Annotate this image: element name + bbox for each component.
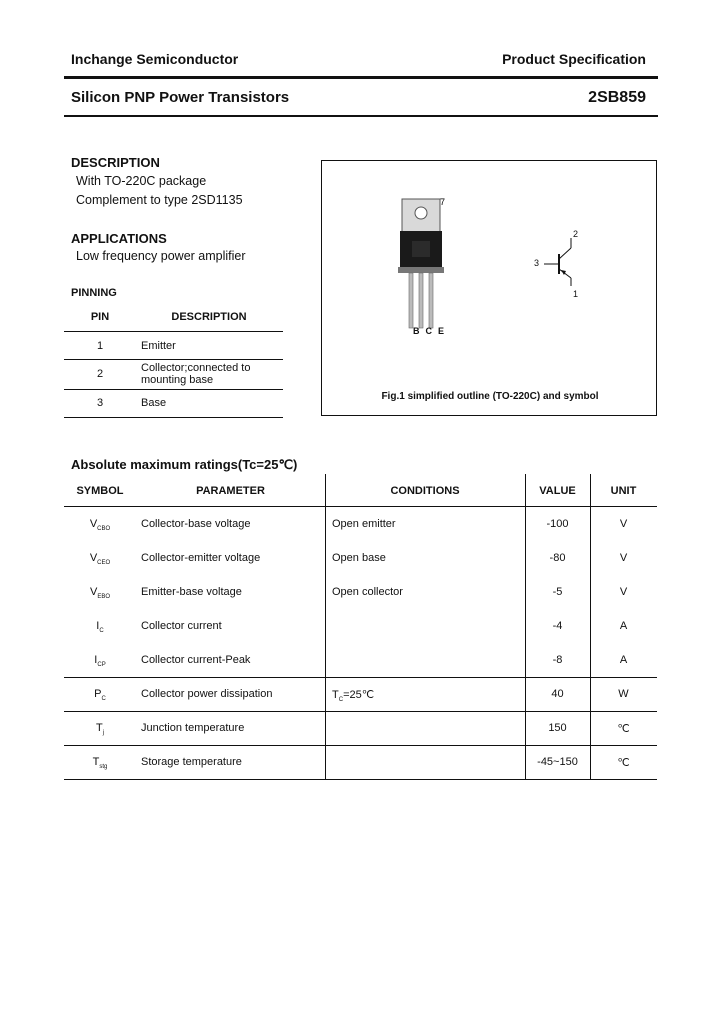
rating-value: -5 [552,586,563,598]
rating-symbol: $V_{CBO}$ [89,518,111,533]
pin-description: Collector;connected to mounting base [141,362,251,386]
rating-symbol: $V_{EBO}$ [89,586,110,601]
pin-description: Base [141,397,167,409]
rating-symbol: $I_{CP}$ [94,654,106,669]
rating-value: -45~150 [537,756,578,768]
applications-item: Low frequency power amplifier [76,249,246,263]
part-number: 2SB859 [588,89,646,106]
unit-col-header: UNIT [610,485,637,497]
doc-type: Product Specification [502,51,646,67]
rating-value: -4 [552,620,563,632]
lead-labels: BCE [413,326,451,336]
pin-number: 3 [96,397,104,409]
svg-text:7: 7 [440,197,446,207]
pin-table-rule [64,331,283,332]
rating-unit: V [619,552,628,564]
rating-symbol: $V_{CEO}$ [89,552,111,567]
table-column-rule [325,474,326,780]
rating-condition: Open collector [332,586,403,598]
rating-unit: V [619,518,628,530]
rating-parameter: Junction temperature [141,722,245,734]
rating-unit: A [619,620,628,632]
rating-value: 40 [551,688,564,700]
pin-col-header: PIN [90,311,110,323]
figure-caption: Fig.1 simplified outline (TO-220C) and symbol [381,391,599,402]
header-rule [64,76,658,79]
rating-unit: V [619,586,628,598]
ratings-title: Absolute maximum ratings(Tc=25℃) [71,457,298,472]
rating-unit: ℃ [617,723,630,735]
table-row-rule [64,677,657,678]
rating-condition: Open base [332,552,386,564]
description-item: With TO-220C package [76,174,207,188]
description-item: Complement to type 2SD1135 [76,193,243,207]
rating-value: 150 [548,722,567,734]
rating-parameter: Storage temperature [141,756,242,768]
table-header-rule [64,506,657,507]
rating-parameter: Collector power dissipation [141,688,273,700]
symbol-pin-collector: 2 [573,229,579,239]
pin-description: Emitter [141,340,176,352]
rating-unit: ℃ [617,757,630,769]
pin-number: 2 [96,368,104,380]
table-row-rule [64,711,657,712]
symbol-pin-base: 3 [534,258,540,268]
rating-value: -80 [549,552,566,564]
description-title: DESCRIPTION [71,155,160,170]
rating-parameter: Emitter-base voltage [141,586,242,598]
figure-box [321,160,657,416]
rating-parameter: Collector current-Peak [141,654,251,666]
symbol-col-header: SYMBOL [76,485,124,497]
parameter-col-header: PARAMETER [196,485,265,497]
symbol-pin-emitter: 1 [573,289,579,299]
conditions-col-header: CONDITIONS [390,485,460,497]
rating-parameter: Collector current [141,620,222,632]
rating-parameter: Collector-base voltage [141,518,251,530]
company-name: Inchange Semiconductor [71,51,239,67]
pin-desc-col-header: DESCRIPTION [171,311,247,323]
table-row-rule [64,745,657,746]
product-family: Silicon PNP Power Transistors [71,89,290,106]
rating-symbol: $P_C$ [94,688,106,703]
rating-condition: Open emitter [332,518,396,530]
applications-title: APPLICATIONS [71,231,167,246]
rating-value: -100 [546,518,569,530]
pin-table-rule [64,359,283,360]
rating-condition: $T_C=25℃$ [332,689,375,704]
rating-parameter: Collector-emitter voltage [141,552,261,564]
rating-unit: A [619,654,628,666]
rating-value: -8 [552,654,563,666]
pinning-title: PINNING [71,287,117,299]
title-rule [64,115,658,117]
rating-symbol: $T_{stg}$ [92,756,108,771]
pin-table-rule [64,417,283,418]
pin-number: 1 [96,340,104,352]
value-col-header: VALUE [539,485,576,497]
rating-symbol: $T_j$ [95,722,105,737]
pin-table-rule [64,389,283,390]
rating-symbol: $I_C$ [96,620,104,635]
rating-unit: W [618,688,629,700]
table-bottom-rule [64,779,657,780]
